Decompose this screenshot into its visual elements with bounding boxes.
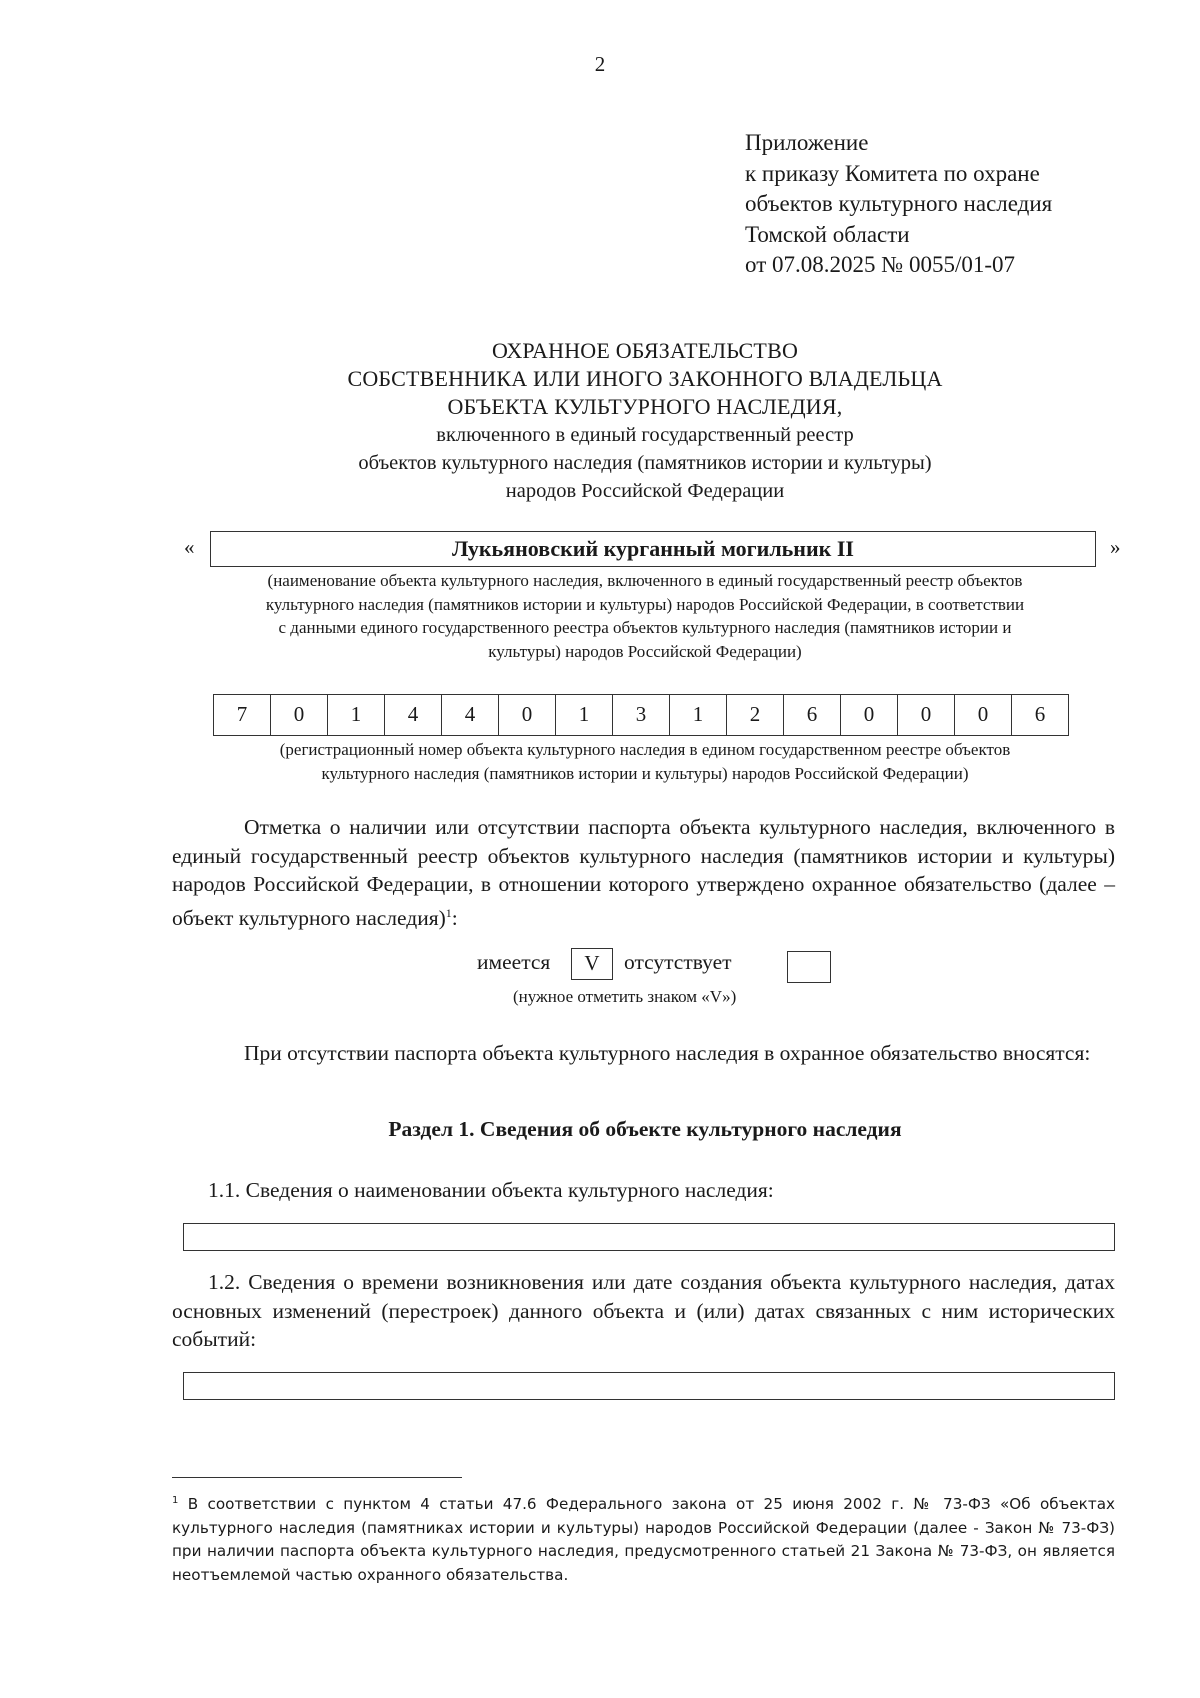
close-quote: » [1110,535,1121,559]
appendix-line: к приказу Комитета по охране [745,160,1040,186]
reg-digit-cell[interactable]: 7 [214,695,271,735]
reg-digit-cell[interactable]: 1 [556,695,613,735]
present-label: имеется [477,950,551,974]
reg-digit-cell[interactable]: 0 [271,695,328,735]
present-checkbox[interactable]: V [571,948,613,980]
item-1-1-label: 1.1. Сведения о наименовании объекта культурного наследия: [208,1178,774,1202]
item-1-1-field[interactable] [183,1223,1115,1251]
footnote-separator [172,1477,462,1478]
absent-checkbox[interactable] [787,951,831,983]
item-1-2-label: 1.2. Сведения о времени возникновения или дате создания объекта культурного наследия, датах основных изменений (перестроек) данного объекта и (или) датах связанных с ним исторических событий: [172,1270,1115,1351]
open-quote: « [184,535,195,559]
caption-line: культурного наследия (памятников истории и культуры) народов Российской Федерации, в соответствии [265,594,1025,614]
title-subline: объектов культурного наследия (памятников истории и культуры) [358,452,932,474]
caption-line: культуры) народов Российской Федерации) [488,641,802,661]
reg-digit-cell[interactable]: 0 [898,695,955,735]
reg-digit-cell[interactable]: 4 [385,695,442,735]
item-1-2-paragraph [172,1268,1115,1354]
caption-line: культурного наследия (памятников истории и культуры) народов Российской Федерации) [321,763,969,783]
passport-note-text: Отметка о наличии или отсутствии паспорта объекта культурного наследия, включенного в единый государственный реестр объектов культурного наследия (памятников истории и культуры) народов Российской Федерации, в отношении которого утверждено охранное обязательство (далее – объект культурного наследия) [172,815,1115,930]
page-number: 2 [594,52,606,76]
passport-note-tail: : [451,905,458,930]
reg-digit-cell[interactable]: 0 [955,695,1012,735]
appendix-line: объектов культурного наследия [745,191,1053,216]
title-subline: народов Российской Федерации [505,480,785,502]
item-1-2-field[interactable] [183,1372,1115,1400]
reg-digit-cell[interactable]: 1 [328,695,385,735]
appendix-header [745,128,1052,281]
title-line: ОБЪЕКТА КУЛЬТУРНОГО НАСЛЕДИЯ, [447,394,843,419]
caption-line: (регистрационный номер объекта культурного наследия в едином государственном реестре объектов [279,740,1011,759]
footnote-mark: 1 [172,1495,179,1506]
reg-digit-cell[interactable]: 6 [1012,695,1069,735]
reg-digit-cell[interactable]: 2 [727,695,784,735]
absence-note [172,1039,1115,1068]
title-subline: включенного в единый государственный реестр [436,424,854,446]
caption-line: (наименование объекта культурного наследия, включенного в единый государственный реестр объектов [267,571,1023,590]
registration-caption [180,738,1110,785]
footnote-ref[interactable]: 1 [445,905,452,920]
reg-digit-cell[interactable]: 4 [442,695,499,735]
reg-digit-cell[interactable]: 0 [499,695,556,735]
document-title [0,337,1200,505]
footnote [172,1489,1115,1587]
object-name-field[interactable]: Лукьяновский курганный могильник II [210,531,1096,567]
object-name-caption [180,569,1110,663]
title-line: СОБСТВЕННИКА ИЛИ ИНОГО ЗАКОННОГО ВЛАДЕЛЬЦА [347,366,943,391]
appendix-line: Томской области [745,221,910,247]
reg-digit-cell[interactable]: 3 [613,695,670,735]
section1-heading: Раздел 1. Сведения об объекте культурного наследия [388,1117,902,1141]
caption-line: с данными единого государственного реестра объектов культурного наследия (памятников истории и [278,618,1012,637]
passport-note-paragraph [172,813,1115,932]
registration-number-grid [213,694,1069,736]
absence-note-text: При отсутствии паспорта объекта культурного наследия в охранное обязательство вносятся: [244,1041,1091,1065]
reg-digit-cell[interactable]: 6 [784,695,841,735]
reg-digit-cell[interactable]: 0 [841,695,898,735]
appendix-line: Приложение [745,130,869,155]
reg-digit-cell[interactable]: 1 [670,695,727,735]
appendix-order-date: от 07.08.2025 № 0055/01-07 [745,252,1015,277]
mark-hint: (нужное отметить знаком «V») [513,987,737,1006]
footnote-text: В соответствии с пунктом 4 статьи 47.6 Федерального закона от 25 июня 2002 г. № 73-ФЗ «Об объектах культурного наследия (памятниках истории и культуры) народов Российской Федерации (далее - Закон № 73-ФЗ) при наличии паспорта объекта культурного наследия, предусмотренного статьей 21 Закона № 73-ФЗ, он является неотъемлемой частью охранного обязательства. [172,1495,1115,1584]
absent-label: отсутствует [624,950,732,974]
title-line: ОХРАННОЕ ОБЯЗАТЕЛЬСТВО [491,338,799,363]
